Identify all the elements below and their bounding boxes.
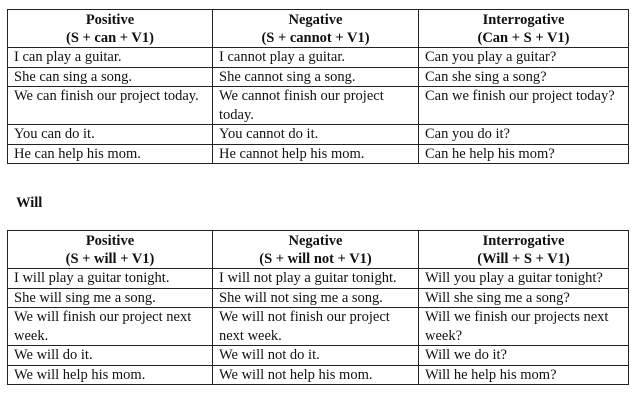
cell-negative: He cannot help his mom. [213, 144, 419, 164]
header-interrogative: Interrogative (Will + S + V1) [419, 231, 629, 269]
cell-interrogative: Can you play a guitar? [419, 48, 629, 68]
table-row [8, 67, 629, 87]
table-row [8, 346, 629, 366]
cell-negative: She cannot sing a song. [213, 67, 419, 87]
cell-positive: We can finish our project today. [8, 87, 213, 125]
table-row [8, 365, 629, 385]
cell-negative: We will not finish our project next week. [213, 308, 419, 346]
cell-interrogative: Will we finish our projects next week? [419, 308, 629, 346]
table-row [8, 87, 629, 125]
header-negative: Negative (S + cannot + V1) [213, 10, 419, 48]
can-grammar-table [7, 9, 629, 164]
cell-negative: You cannot do it. [213, 125, 419, 145]
header-interrogative: Interrogative (Can + S + V1) [419, 10, 629, 48]
header-positive: Positive (S + can + V1) [8, 10, 213, 48]
table-header-row [8, 231, 629, 269]
cell-interrogative: Will we do it? [419, 346, 629, 366]
cell-interrogative: Will he help his mom? [419, 365, 629, 385]
cell-interrogative: Can you do it? [419, 125, 629, 145]
table-row [8, 48, 629, 68]
table-row [8, 269, 629, 289]
section-title-will: Will [16, 195, 43, 211]
cell-positive: She will sing me a song. [8, 288, 213, 308]
table-header-row [8, 10, 629, 48]
cell-positive: We will do it. [8, 346, 213, 366]
cell-interrogative: Will she sing me a song? [419, 288, 629, 308]
table-row [8, 144, 629, 164]
cell-interrogative: Will you play a guitar tonight? [419, 269, 629, 289]
header-negative: Negative (S + will not + V1) [213, 231, 419, 269]
cell-interrogative: Can we finish our project today? [419, 87, 629, 125]
cell-negative: I will not play a guitar tonight. [213, 269, 419, 289]
cell-interrogative: Can she sing a song? [419, 67, 629, 87]
header-positive: Positive (S + will + V1) [8, 231, 213, 269]
cell-positive: He can help his mom. [8, 144, 213, 164]
cell-negative: I cannot play a guitar. [213, 48, 419, 68]
cell-negative: She will not sing me a song. [213, 288, 419, 308]
cell-positive: You can do it. [8, 125, 213, 145]
cell-positive: She can sing a song. [8, 67, 213, 87]
cell-positive: We will finish our project next week. [8, 308, 213, 346]
cell-negative: We cannot finish our project today. [213, 87, 419, 125]
cell-positive: I can play a guitar. [8, 48, 213, 68]
cell-negative: We will not do it. [213, 346, 419, 366]
table-row [8, 308, 629, 346]
cell-positive: We will help his mom. [8, 365, 213, 385]
will-grammar-table [7, 230, 629, 385]
cell-interrogative: Can he help his mom? [419, 144, 629, 164]
cell-positive: I will play a guitar tonight. [8, 269, 213, 289]
cell-negative: We will not help his mom. [213, 365, 419, 385]
table-row [8, 125, 629, 145]
table-row [8, 288, 629, 308]
